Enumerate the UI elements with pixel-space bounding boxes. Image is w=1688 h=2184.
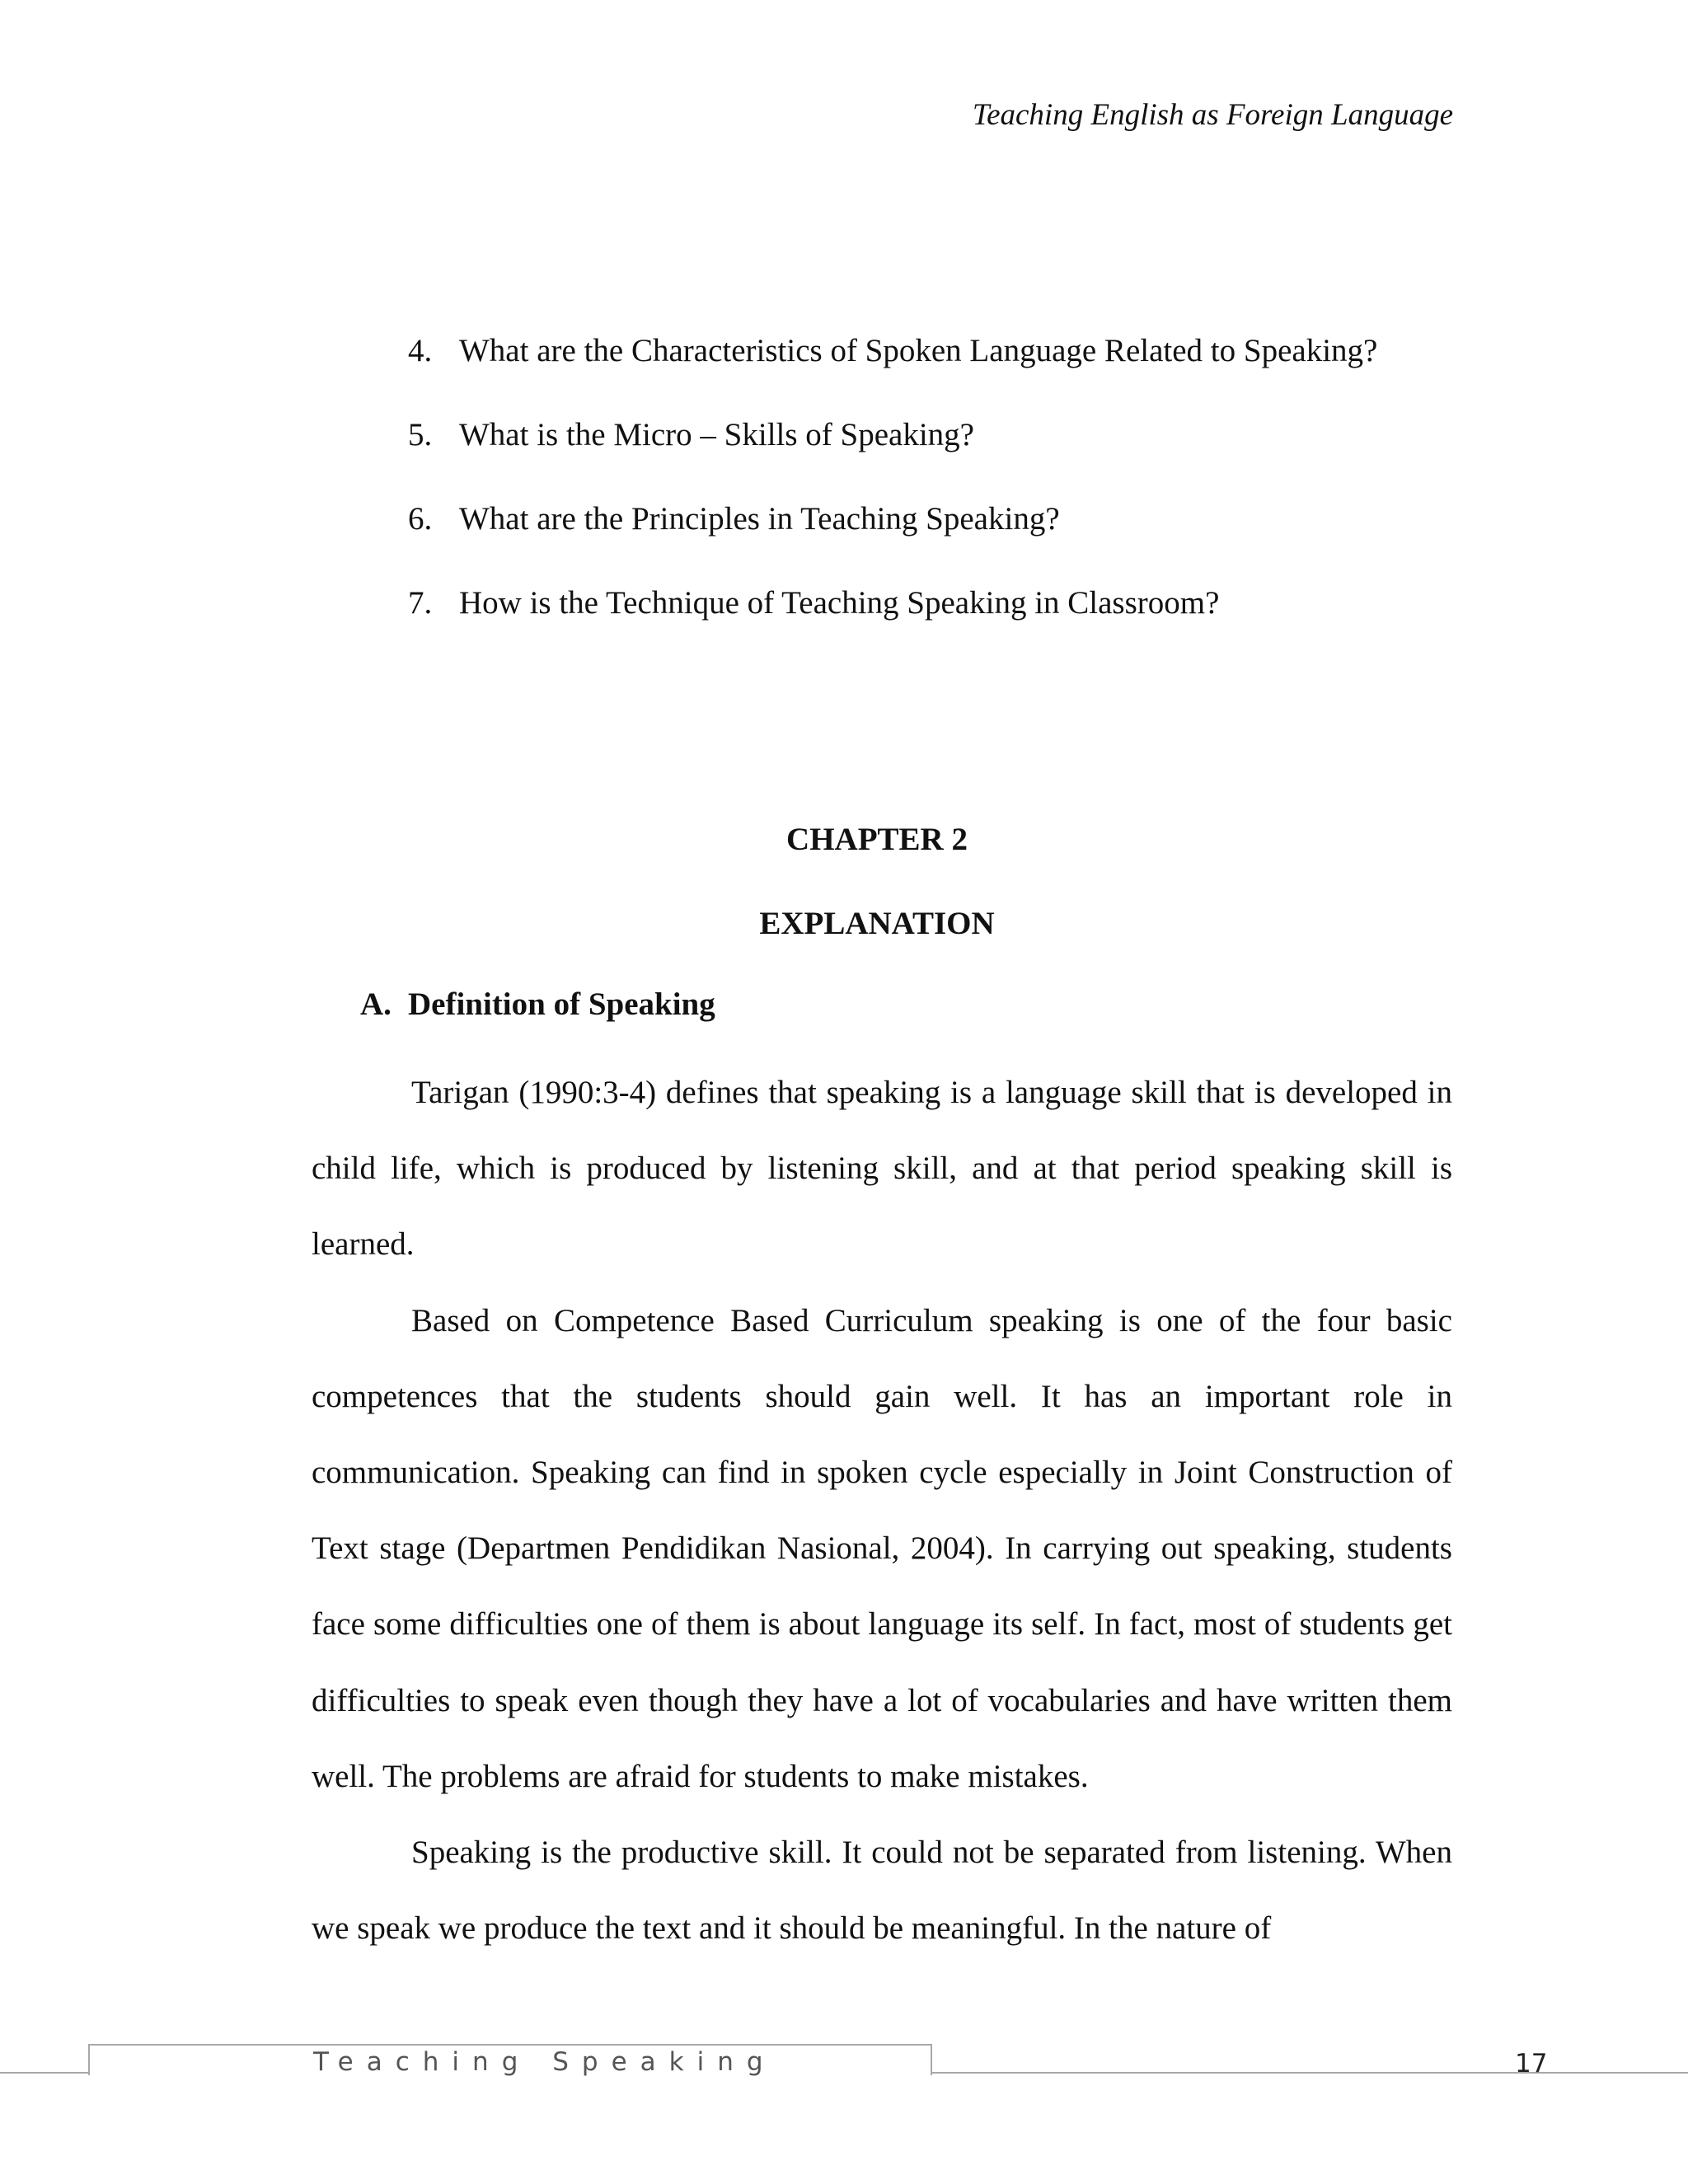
running-header: Teaching English as Foreign Language (972, 98, 1453, 132)
paragraph: Tarigan (1990:3-4) defines that speaking is a language skill that is developed in child life, which is produced by listening skill, and at that period speaking skill is learned. (312, 1075, 1452, 1263)
question-text: What are the Characteristics of Spoken Language Related to Speaking? (459, 333, 1378, 368)
question-text: How is the Technique of Teaching Speaking in Classroom? (459, 585, 1220, 621)
question-number: 6. (408, 501, 433, 537)
question-text: What are the Principles in Teaching Speaking? (459, 501, 1060, 537)
section-title: Definition of Speaking (408, 987, 715, 1022)
section-letter: A. (360, 987, 392, 1022)
question-text: What is the Micro – Skills of Speaking? (459, 417, 974, 452)
question-item (408, 309, 1377, 393)
question-list (408, 309, 1377, 645)
footer-title: Teaching Speaking (313, 2047, 776, 2077)
paragraph: Based on Competence Based Curriculum speaking is one of the four basic competences that the students should gain well. It has an important role in communication. Speaking can find in spoken cycle especially in Joint Construction of Text stage (Departmen Pendidikan Nasional, 2004). In carrying out speaking, students face some difficulties one of them is about language its self. In fact, most of students get difficulties to speak even though they have a lot of vocabularies and have written them well. The problems are afraid for students to make mistakes. (312, 1302, 1452, 1794)
question-number: 5. (408, 417, 433, 452)
question-item (408, 393, 1377, 477)
question-number: 4. (408, 333, 433, 368)
chapter-number: CHAPTER 2 (786, 822, 968, 857)
paragraph: Speaking is the productive skill. It could not be separated from listening. When we speak we produce the text and it should be meaningful. In the nature of (312, 1835, 1452, 1947)
question-item (408, 561, 1377, 645)
question-number: 7. (408, 585, 433, 621)
section-heading (360, 986, 715, 1023)
body-text (312, 1055, 1452, 1966)
page-number: 17 (1515, 2049, 1548, 2079)
chapter-title: EXPLANATION (759, 906, 995, 941)
question-item (408, 477, 1377, 561)
